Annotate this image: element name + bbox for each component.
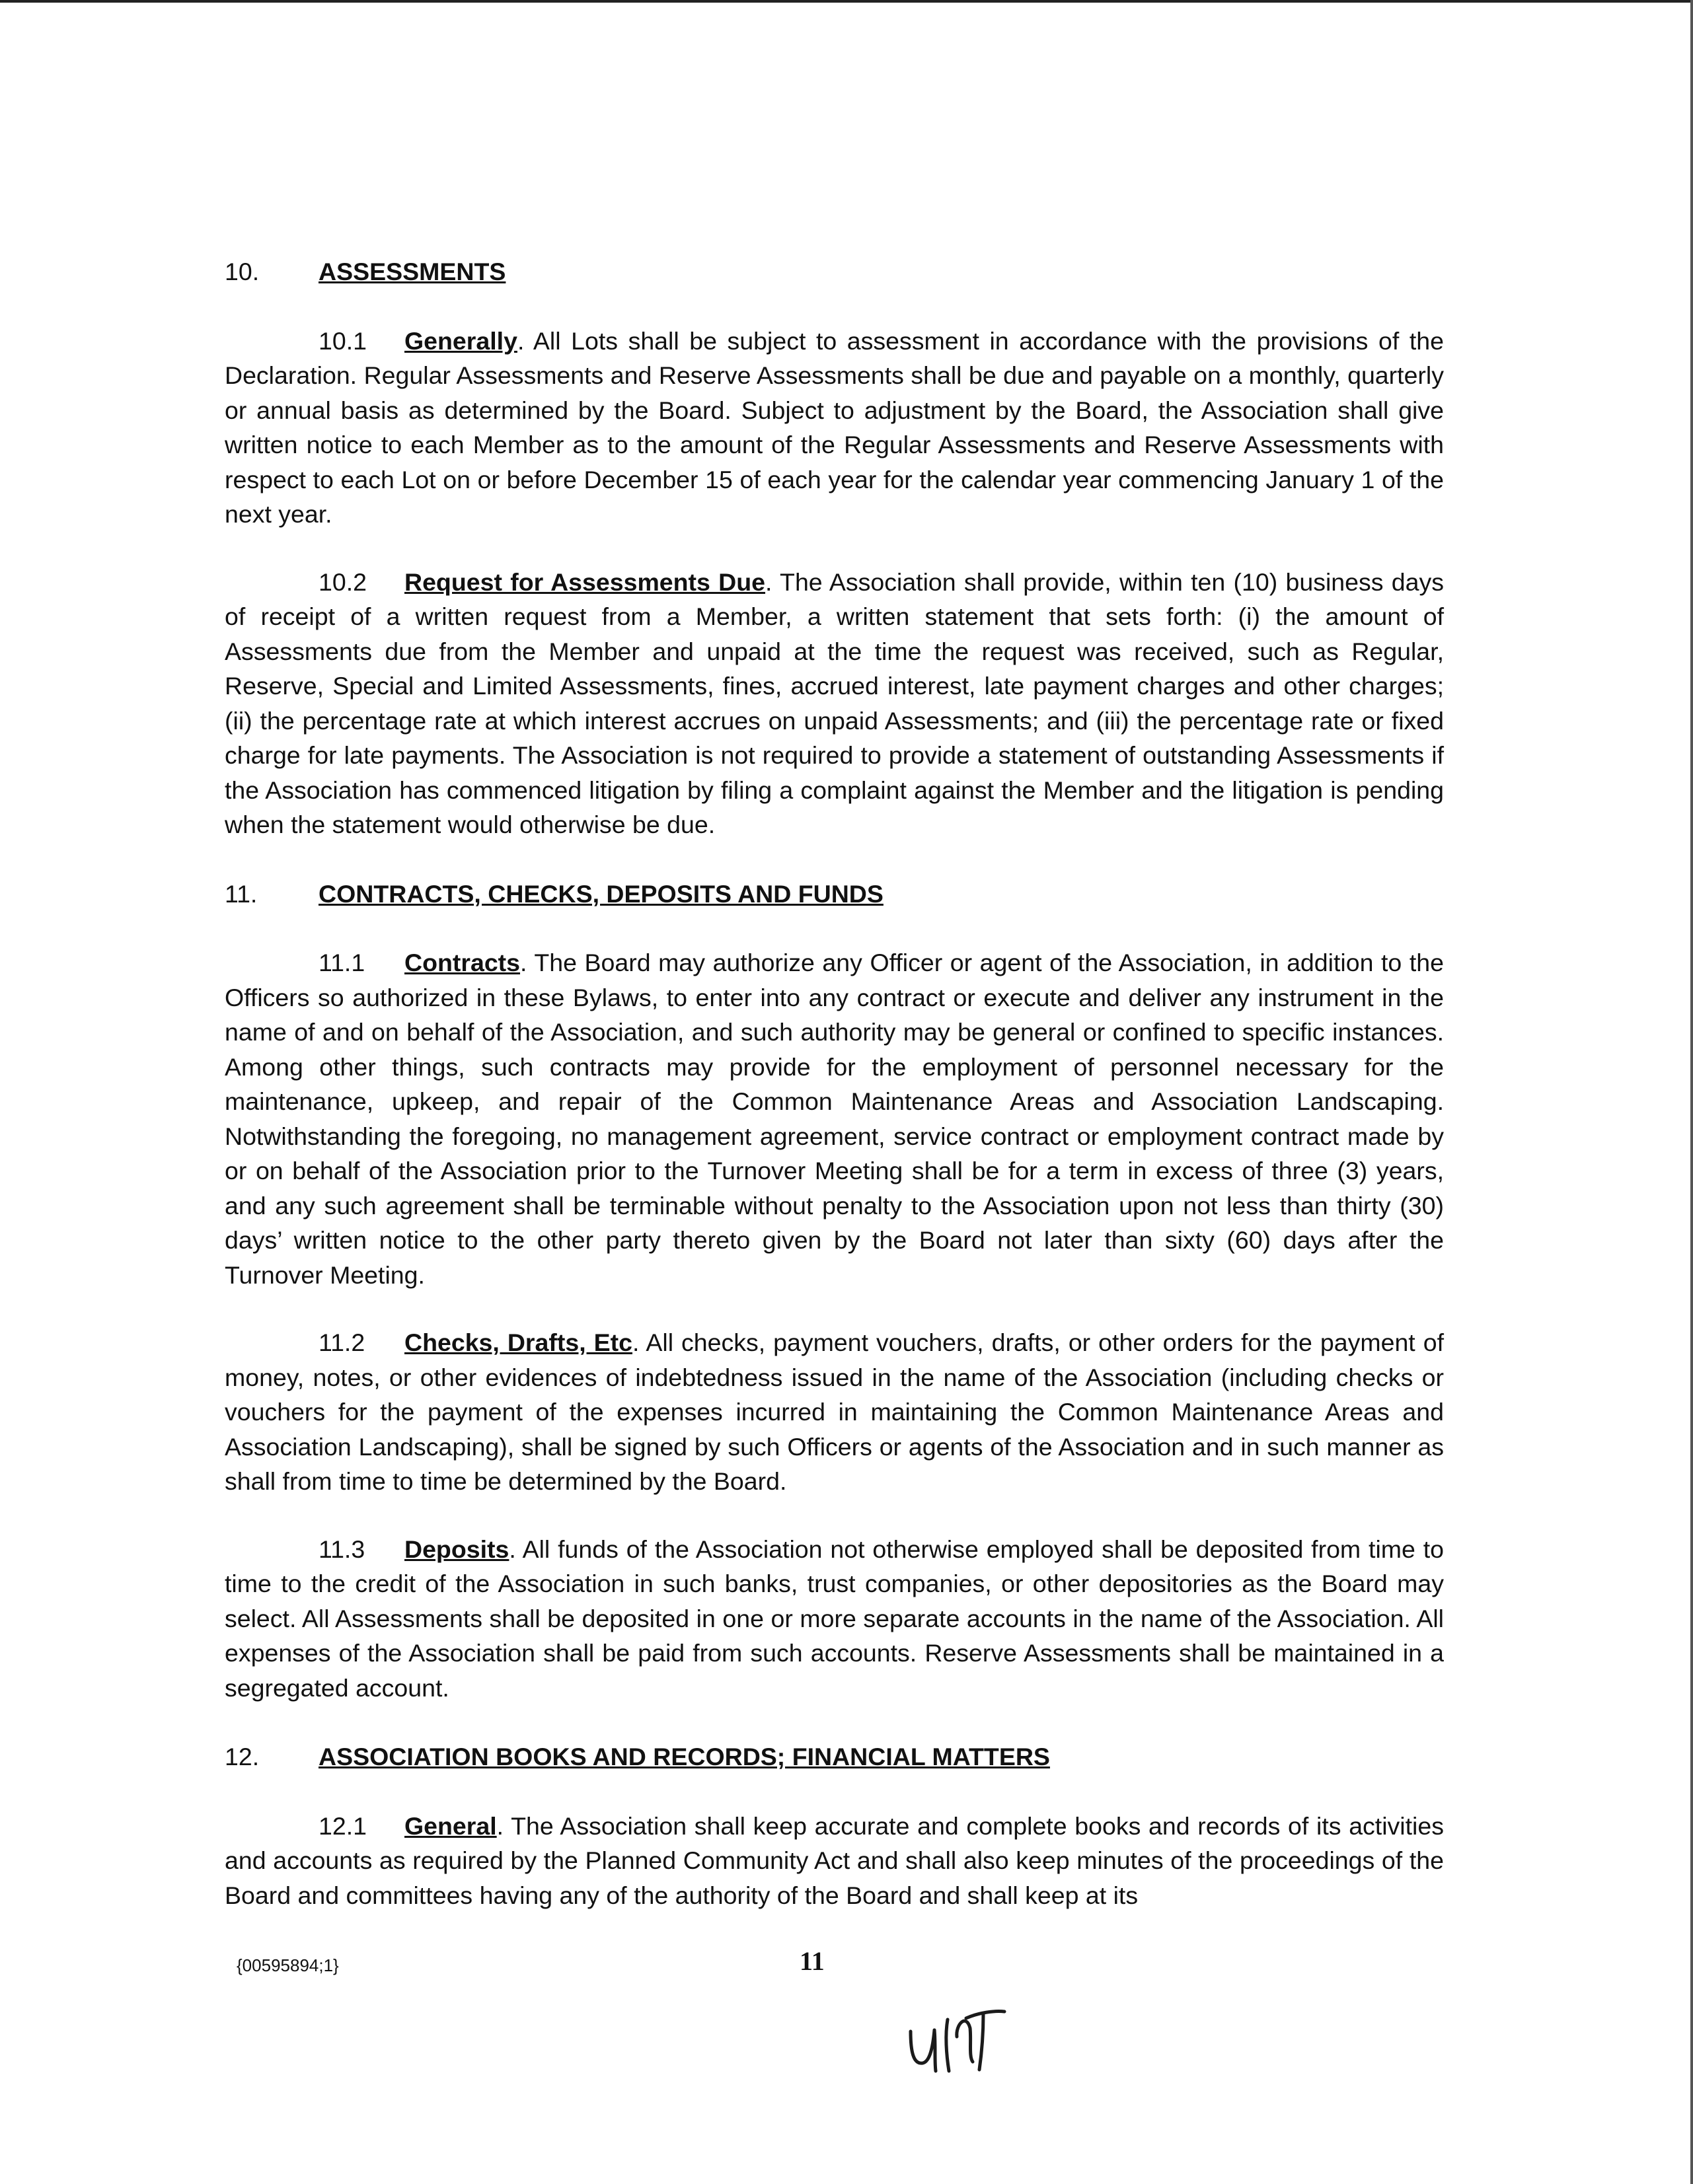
paragraph xyxy=(225,1809,1444,1913)
paragraph-caption: General xyxy=(404,1811,497,1840)
section-number: 11. xyxy=(225,879,258,908)
section-heading xyxy=(225,877,1444,912)
paragraph-text: . The Association shall provide, within ten (10) business days of receipt of a written request from a Member, a written statement that sets forth: (i) the amount of Assessments due from the Member and unpaid at the time the request was received, such as Regular, Reserve, Special and Limited Assessments, fines, accrued interest, late payment charges and other charges; (ii) the percentage rate at which interest accrues on unpaid Assessments; and (iii) the percentage rate or fixed charge for late payments. The Association is not required to provide a statement of outstanding Assessments if the Association has commenced litigation by filing a complaint against the Member and the litigation is pending when the statement would otherwise be due. xyxy=(225,567,1444,838)
paragraph-number: 10.2 xyxy=(319,567,367,596)
paragraph-caption: Generally xyxy=(404,326,517,355)
paragraph-number: 11.2 xyxy=(319,1329,365,1356)
paragraph-number: 10.1 xyxy=(319,326,367,355)
document-body xyxy=(225,254,1444,1912)
page-number: 11 xyxy=(800,1946,825,1976)
paragraph-text: . The Association shall keep accurate and complete books and records of its activities and accounts as required by the Planned Community Act and shall also keep minutes of the proceedings of the Board and committees having any of the authority of the Board and shall keep at its xyxy=(225,1811,1444,1909)
paragraph-text: . All checks, payment vouchers, drafts, or other orders for the payment of money, notes, or other evidences of indebtedness issued in the name of the Association (including checks or vouchers for the payment of the expenses incurred in maintaining the Common Maintenance Areas and Association Landscaping), shall be signed by such Officers or agents of the Association and in such manner as shall from time to time be determined by the Board. xyxy=(225,1329,1444,1495)
paragraph-text: . All Lots shall be subject to assessment in accordance with the provisions of the Declaration. Regular Assessments and Reserve Assessments shall be due and payable on a monthly, quarterly or annual basis as determined by the Board. Subject to adjustment by the Board, the Association shall give written notice to each Member as to the amount of the Regular Assessments and Reserve Assessments with respect to each Lot on or before December 15 of each year for the calendar year commencing January 1 of the next year. xyxy=(225,326,1444,528)
paragraph-number: 11.1 xyxy=(319,949,365,976)
section-title: ASSESSMENTS xyxy=(319,258,506,285)
paragraph xyxy=(225,324,1444,532)
paragraph-number: 11.3 xyxy=(319,1535,365,1563)
section-title: CONTRACTS, CHECKS, DEPOSITS AND FUNDS xyxy=(319,879,884,908)
paragraph-caption: Deposits xyxy=(404,1535,509,1563)
section-title: ASSOCIATION BOOKS AND RECORDS; FINANCIAL MATTERS xyxy=(319,1743,1050,1770)
paragraph-number: 12.1 xyxy=(319,1811,367,1840)
section-heading xyxy=(225,1739,1444,1774)
paragraph-caption: Request for Assessments Due xyxy=(404,567,766,596)
paragraph-text: . The Board may authorize any Officer or agent of the Association, in addition to the Officers so authorized in these Bylaws, to enter into any contract or execute and deliver any instrument in the name of and on behalf of the Association, and such authority may be general or confined to specific instances. Among other things, such contracts may provide for the employment of personnel necessary for the maintenance, upkeep, and repair of the Common Maintenance Areas and Association Landscaping. Notwithstanding the foregoing, no management agreement, service contract or employment contract made by or on behalf of the Association prior to the Turnover Meeting shall be for a term in excess of three (3) years, and any such agreement shall be terminable without penalty to the Association upon not less than thirty (30) days’ written notice to the other party thereto given by the Board not later than sixty (60) days after the Turnover Meeting. xyxy=(225,949,1444,1289)
paragraph xyxy=(225,945,1444,1292)
paragraph-caption: Checks, Drafts, Etc xyxy=(404,1329,632,1356)
scan-top-border xyxy=(0,0,1693,3)
paragraph xyxy=(225,1325,1444,1499)
scan-right-border xyxy=(1690,0,1693,2184)
section-heading xyxy=(225,254,1444,289)
paragraph-text: . All funds of the Association not otherwise employed shall be deposited from time to time to the credit of the Association in such banks, trust companies, or other depositories as the Board may select. All Assessments shall be deposited in one or more separate accounts in the name of the Association. All expenses of the Association shall be paid from such accounts. Reserve Assessments shall be maintained in a segregated account. xyxy=(225,1535,1444,1702)
paragraph-caption: Contracts xyxy=(404,949,521,976)
paragraph xyxy=(225,565,1444,842)
paragraph xyxy=(225,1532,1444,1706)
section-number: 10. xyxy=(225,258,260,285)
section-number: 12. xyxy=(225,1743,260,1770)
document-code: {00595894;1} xyxy=(237,1955,339,1975)
handwritten-initials xyxy=(905,2005,1011,2078)
